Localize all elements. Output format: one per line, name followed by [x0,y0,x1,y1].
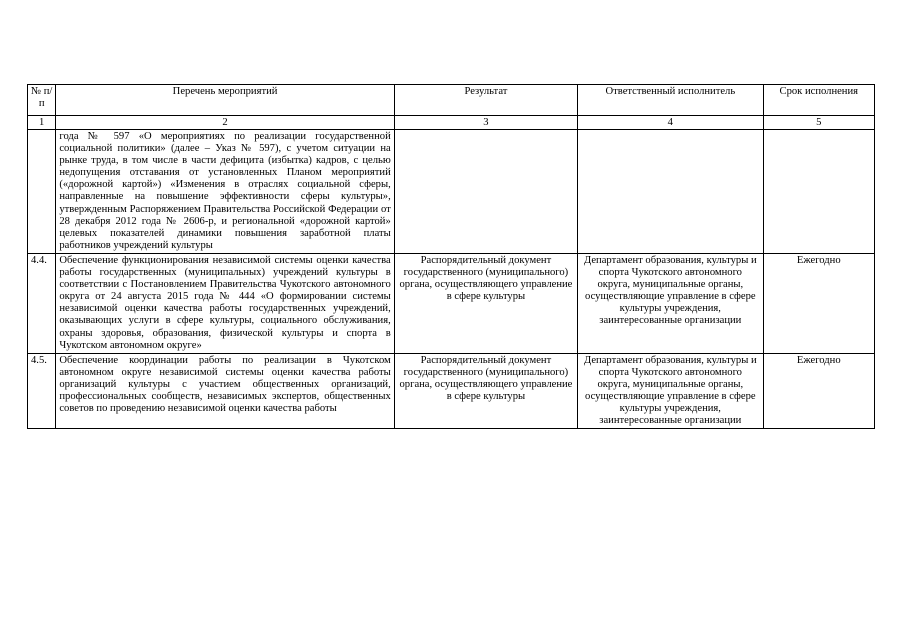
row-measures: Обеспечение функционирования независимой системы оценки качества работы государственных (муниципальных) учреждений культуры в соответствии с Постановлением Правительства Чукотского автономного округа от 24 августа 2015 года № 444 «О формировании системы независимой оценки качества работы государственных учреждений, оказывающих услуги в сфере культуры, социального обслуживания, охраны здоровья, образования, физической культуры и спорта в Чукотском автономном округе» [56,253,394,353]
row-measures: года № 597 «О мероприятиях по реализации государственной социальной политики» (далее – Указ № 597), с учетом ситуации на рынке труда, в том числе в части дефицита (избытка) кадров, с целью недопущения отставания от установленных Планом мероприятий («дорожной картой») «Изменения в отраслях социальной сферы, направленные на повышение эффективности сферы культуры», утвержденным Распоряжением Правительства Российской Федерации от 28 декабря 2012 года № 2606-р, и региональной «дорожной картой» целевых показателей динамики повышения заработной платы работников учреждений культуры [56,130,394,254]
row-executor: Департамент образования, культуры и спорта Чукотского автономного округа, муниципальные органы, осуществляющие управление в сфере культуры учреждения, заинтересованные организации [578,253,763,353]
row-result [394,130,577,254]
row-result: Распорядительный документ государственного (муниципального) органа, осуществляющего управление в сфере культуры [394,253,577,353]
header-num: № п/п [28,85,56,116]
column-number-row [28,116,875,130]
row-measures: Обеспечение координации работы по реализации в Чукотском автономном округе независимой системы оценки качества работы организаций культуры с участием общественных организаций, профессиональных сообществ, независимых экспертов, общественных советов по проведению независимой оценки качества работы [56,353,394,429]
row-deadline: Ежегодно [763,253,874,353]
row-result: Распорядительный документ государственного (муниципального) органа, осуществляющего управление в сфере культуры [394,353,577,429]
table-row [28,253,875,353]
header-executor: Ответственный исполнитель [578,85,763,116]
row-executor: Департамент образования, культуры и спорта Чукотского автономного округа, муниципальные органы, осуществляющие управление в сфере культуры учреждения, заинтересованные организации [578,353,763,429]
column-number: 5 [763,116,874,130]
column-number: 4 [578,116,763,130]
header-result: Результат [394,85,577,116]
row-num: 4.4. [28,253,56,353]
row-executor [578,130,763,254]
row-num [28,130,56,254]
table-row [28,130,875,254]
row-num: 4.5. [28,353,56,429]
column-number: 3 [394,116,577,130]
column-number: 1 [28,116,56,130]
row-deadline [763,130,874,254]
header-deadline: Срок исполнения [763,85,874,116]
column-number: 2 [56,116,394,130]
measures-table [27,84,875,429]
table-row [28,353,875,429]
table-header-row [28,85,875,116]
header-measures: Перечень мероприятий [56,85,394,116]
row-deadline: Ежегодно [763,353,874,429]
